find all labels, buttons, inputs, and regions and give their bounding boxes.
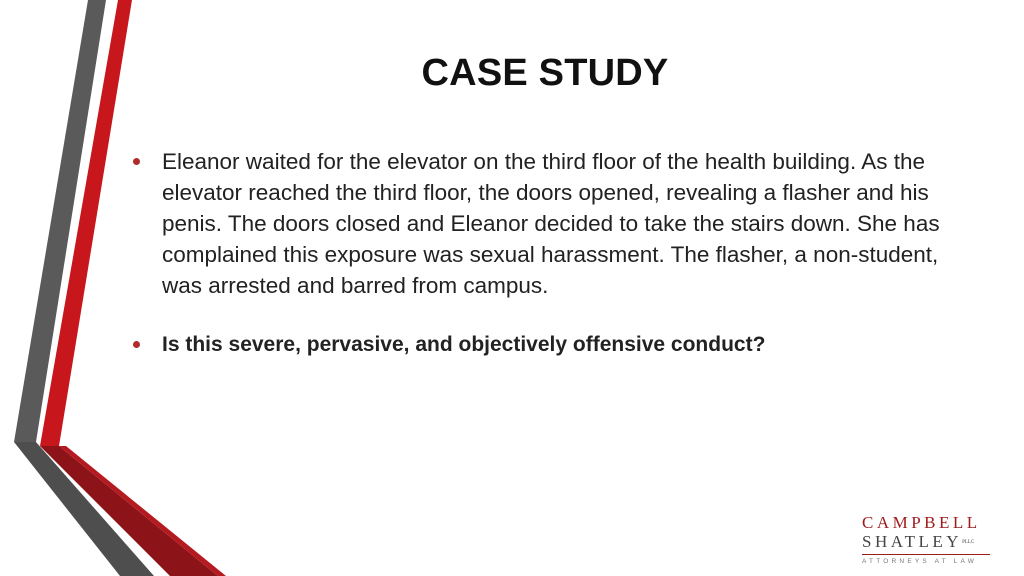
- bullet-list: [130, 146, 970, 388]
- logo-shatley-text: SHATLEY: [862, 532, 963, 551]
- logo-suffix: PLLC: [962, 540, 975, 546]
- logo-line-shatley: [862, 532, 994, 553]
- logo-line-campbell: CAMPBELL: [862, 513, 981, 532]
- bullet-text: Eleanor waited for the elevator on the third floor of the health building. As the elevator reached the third floor, the doors opened, revealing a flasher and his penis. The doors closed and Eleanor decided to take the stairs down. She has complained this exposure was sexual harassment. The flasher, a non-student, was arrested and barred from campus.: [162, 149, 940, 298]
- bullet-text: Is this severe, pervasive, and objectively offensive conduct?: [162, 333, 766, 356]
- page-title: CASE STUDY: [421, 52, 669, 94]
- logo-tagline: ATTORNEYS AT LAW: [862, 558, 978, 566]
- bullet-item-scenario: [130, 146, 970, 301]
- bullet-dot-icon: [133, 158, 140, 165]
- bullet-dot-icon: [133, 341, 140, 348]
- logo-divider: [862, 554, 990, 555]
- firm-logo: [862, 513, 994, 566]
- bullet-item-question: [130, 329, 970, 360]
